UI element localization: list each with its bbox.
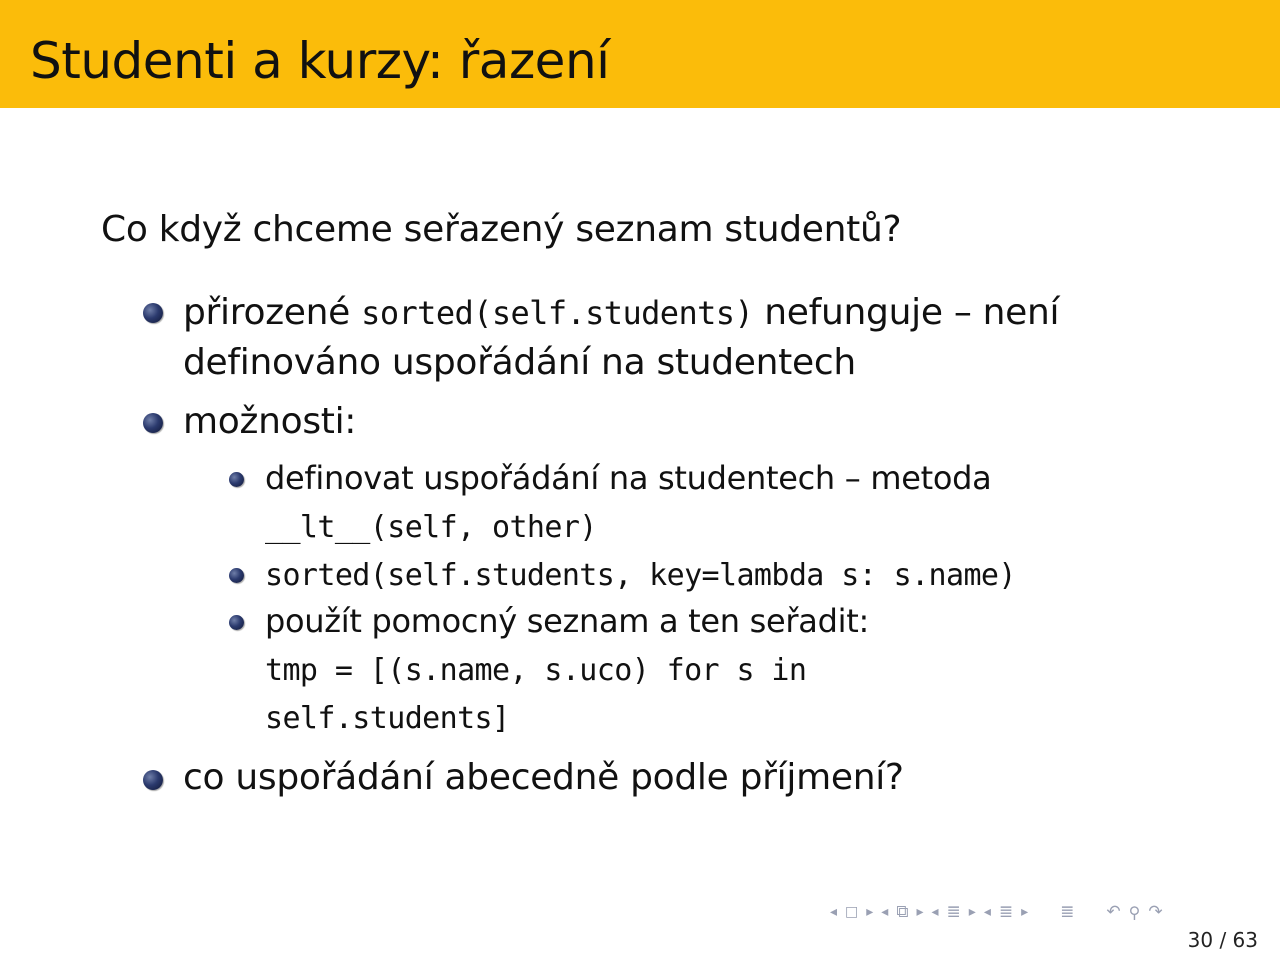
sub-bullet-icon <box>229 472 244 487</box>
sub-list-item-continuation <box>265 693 509 743</box>
beamer-navigation <box>826 900 1167 924</box>
item-text: nefunguje – není <box>753 292 1060 333</box>
nav-prev-arrow-icon[interactable]: ◂ <box>881 904 889 920</box>
sub-bullet-icon <box>229 568 244 583</box>
lead-question: Co když chceme seřazený seznam studentů? <box>101 209 902 250</box>
nav-prev-arrow-icon[interactable]: ◂ <box>830 904 838 920</box>
undo-icon[interactable]: ↶ <box>1106 902 1121 922</box>
frame-icon[interactable]: □ <box>845 904 859 920</box>
nav-next-arrow-icon[interactable]: ▸ <box>1021 904 1029 920</box>
bullet-icon <box>143 770 163 790</box>
nav-next-arrow-icon[interactable]: ▸ <box>968 904 976 920</box>
slide-title: Studenti a kurzy: řazení <box>30 32 610 90</box>
page-number: 30 / 63 <box>1187 928 1258 952</box>
section-icon[interactable]: ≣ <box>998 902 1014 922</box>
sub-list-item: definovat uspořádání na studentech – metoda <box>265 459 992 497</box>
sub-list-item-continuation <box>265 502 597 552</box>
nav-next-arrow-icon[interactable]: ▸ <box>866 904 874 920</box>
search-icon[interactable]: ⚲ <box>1128 902 1141 922</box>
sub-bullet-icon <box>229 615 244 630</box>
nav-prev-arrow-icon[interactable]: ◂ <box>931 904 939 920</box>
nav-next-arrow-icon[interactable]: ▸ <box>916 904 924 920</box>
section-icon[interactable]: ≣ <box>946 902 961 922</box>
nav-prev-arrow-icon[interactable]: ◂ <box>983 904 991 920</box>
code-snippet: __lt__(self, other) <box>265 510 597 545</box>
sub-list-item <box>265 550 1016 600</box>
list-item <box>183 288 1059 338</box>
title-bar <box>0 0 1280 108</box>
code-snippet: sorted(self.students, key=lambda s: s.name) <box>265 558 1016 593</box>
list-item: možnosti: <box>183 401 357 442</box>
item-text-continuation: definováno uspořádání na studentech <box>183 342 856 383</box>
sub-list-item: použít pomocný seznam a ten seřadit: <box>265 602 869 640</box>
toc-icon[interactable]: ≣ <box>1060 902 1075 922</box>
code-snippet: self.students] <box>265 701 510 736</box>
bullet-icon <box>143 303 163 323</box>
list-item: co uspořádání abecedně podle příjmení? <box>183 757 904 798</box>
code-snippet: tmp = [(s.name, s.uco) for s in <box>265 653 807 688</box>
sub-list-item-continuation <box>265 645 806 695</box>
code-snippet: sorted(self.students) <box>361 294 754 332</box>
redo-icon[interactable]: ↷ <box>1148 902 1163 922</box>
subsection-icon[interactable]: ⧉ <box>896 902 909 922</box>
item-text: přirozené <box>183 292 362 333</box>
bullet-icon <box>143 413 163 433</box>
